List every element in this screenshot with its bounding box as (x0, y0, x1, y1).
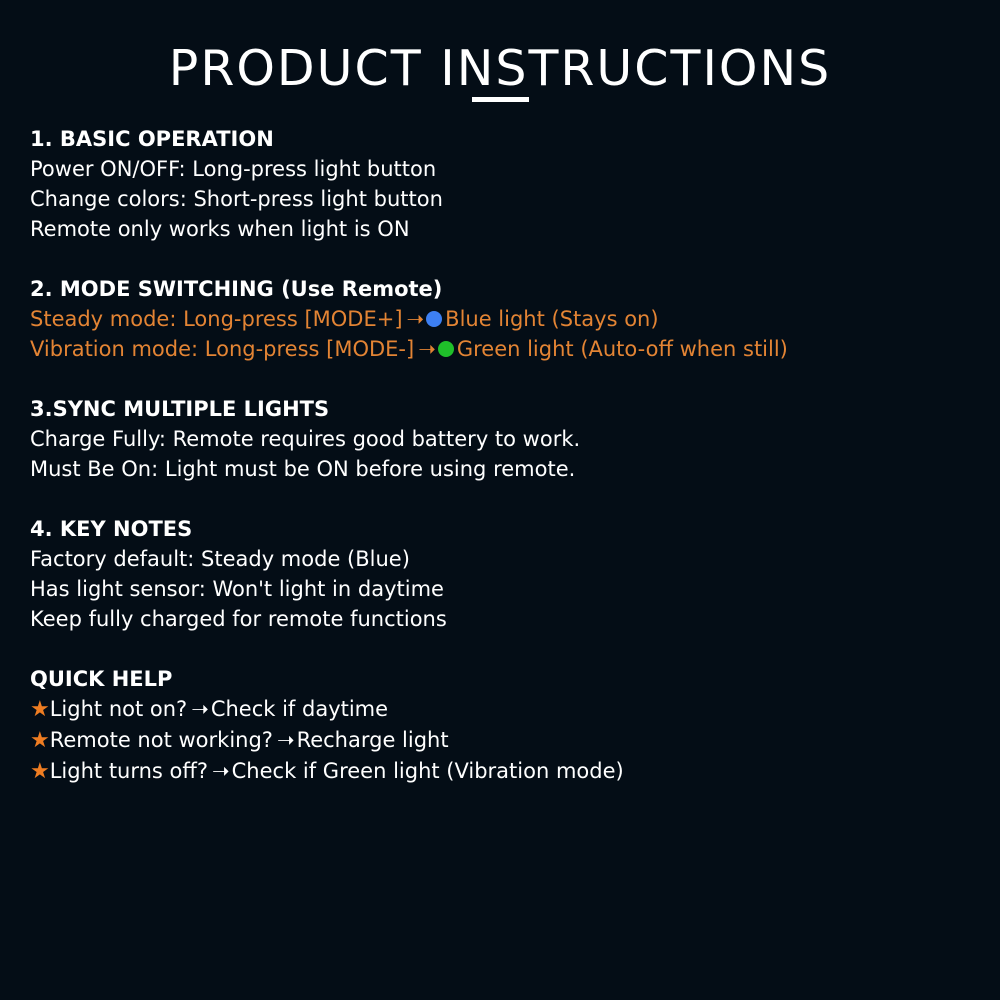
arrow-icon: ➝ (418, 337, 436, 361)
help-answer: Check if daytime (210, 697, 389, 721)
arrow-icon: ➝ (406, 307, 425, 331)
vibration-mode-result: Green light (Auto-off when still) (456, 337, 788, 361)
section-mode-switching (30, 274, 980, 364)
instruction-line: Must Be On: Light must be ON before using remote. (30, 457, 576, 481)
note-line: Keep fully charged for remote functions (30, 607, 447, 631)
vibration-mode-instruction: Vibration mode: Long-press [MODE-] (30, 337, 415, 361)
help-answer: Recharge light (296, 728, 449, 752)
instruction-line: Charge Fully: Remote requires good battery to work. (30, 427, 581, 451)
instruction-line: Remote only works when light is ON (30, 217, 410, 241)
help-question: Light not on? (49, 697, 188, 721)
instruction-line: Change colors: Short-press light button (30, 187, 443, 211)
section-key-notes (30, 514, 980, 634)
section-sync-lights (30, 394, 980, 484)
instructions-content (30, 124, 980, 817)
arrow-icon: ➝ (191, 697, 209, 721)
section-heading: 3.SYNC MULTIPLE LIGHTS (30, 397, 330, 421)
section-heading: QUICK HELP (30, 667, 173, 691)
star-icon: ★ (30, 697, 50, 722)
help-item (30, 694, 980, 725)
help-item (30, 756, 980, 787)
steady-mode-instruction: Steady mode: Long-press [MODE+] (30, 307, 403, 331)
green-dot-icon (438, 341, 454, 357)
note-line: Factory default: Steady mode (Blue) (30, 547, 410, 571)
help-question: Light turns off? (49, 759, 209, 783)
help-question: Remote not working? (49, 728, 273, 752)
blue-dot-icon (426, 311, 442, 327)
arrow-icon: ➝ (212, 759, 230, 783)
star-icon: ★ (30, 759, 50, 784)
section-basic-operation (30, 124, 980, 244)
steady-mode-line (30, 304, 980, 334)
section-heading: 1. BASIC OPERATION (30, 127, 274, 151)
instruction-line: Power ON/OFF: Long-press light button (30, 157, 437, 181)
steady-mode-result: Blue light (Stays on) (445, 307, 659, 331)
note-line: Has light sensor: Won't light in daytime (30, 577, 444, 601)
section-heading: 2. MODE SWITCHING (Use Remote) (30, 277, 443, 301)
help-item (30, 725, 980, 756)
title-underline (472, 97, 529, 102)
help-answer: Check if Green light (Vibration mode) (231, 759, 624, 783)
page-title: PRODUCT INSTRUCTIONS (168, 40, 832, 97)
vibration-mode-line (30, 334, 980, 364)
section-quick-help (30, 664, 980, 787)
star-icon: ★ (30, 728, 50, 753)
arrow-icon: ➝ (276, 728, 295, 752)
section-heading: 4. KEY NOTES (30, 517, 193, 541)
